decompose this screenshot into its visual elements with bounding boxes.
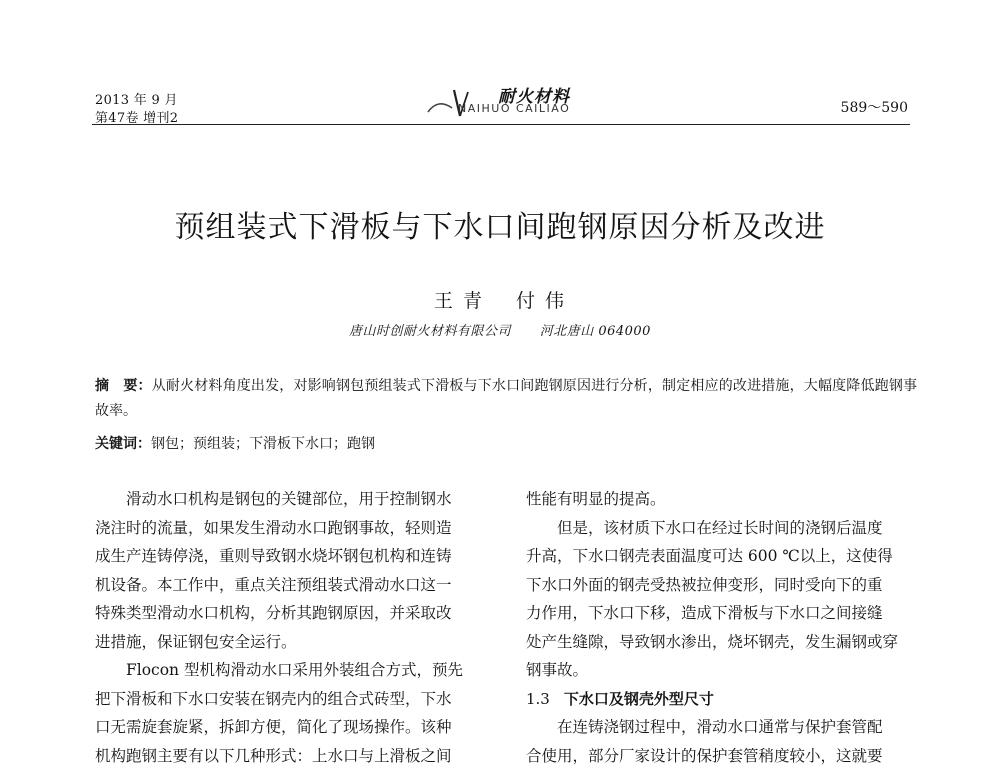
keywords-label: 关键词：	[95, 436, 151, 452]
text-line: 机设备。本工作中，重点关注预组装式滑动水口这一	[95, 571, 495, 600]
keywords	[95, 432, 917, 457]
paper-title: 预组装式下滑板与下水口间跑钢原因分析及改进	[0, 202, 1000, 246]
text-line: 合使用，部分厂家设计的保护套管稍度较小，这就要	[526, 742, 924, 770]
text-line: 成生产连铸停浇，重则导致钢水烧坏钢包机构和连铸	[95, 542, 495, 571]
journal-name-cn: 耐火材料	[498, 82, 570, 107]
text-line: 但是，该材质下水口在经过长时间的浇钢后温度	[526, 514, 924, 543]
section-title: 下水口及钢壳外型尺寸	[564, 690, 714, 708]
text-line: 滑动水口机构是钢包的关键部位，用于控制钢水	[95, 485, 495, 514]
issue-volume: 第47卷 增刊2	[95, 110, 178, 128]
abstract	[95, 374, 917, 424]
abstract-label: 摘 要：	[95, 378, 152, 394]
author-list	[0, 286, 1000, 313]
text-line: 性能有明显的提高。	[526, 485, 924, 514]
abstract-text: 从耐火材料角度出发，对影响钢包预组装式下滑板与下水口间跑钢原因进行分析，制定相应的改进措施，大幅度降低跑钢事故率。	[95, 378, 917, 419]
text-line: 钢事故。	[526, 656, 924, 685]
section-number: 1.3	[526, 690, 550, 708]
text-line: 机构跑钢主要有以下几种形式：上水口与上滑板之间	[95, 742, 495, 770]
section-heading	[526, 685, 924, 714]
text-line: 把下滑板和下水口安装在钢壳内的组合式砖型，下水	[95, 685, 495, 714]
text-line: 口无需旋套旋紧，拆卸方便，简化了现场操作。该种	[95, 713, 495, 742]
author-name: 付 伟	[516, 290, 566, 312]
affiliation-location: 河北唐山 064000	[540, 324, 651, 339]
journal-logo	[418, 80, 618, 120]
keywords-text: 钢包；预组装；下滑板下水口；跑钢	[151, 436, 375, 452]
affiliation-org: 唐山时创耐火材料有限公司	[349, 324, 511, 339]
text-line: 进措施，保证钢包安全运行。	[95, 628, 495, 657]
text-line: 处产生缝隙，导致钢水渗出，烧坏钢壳，发生漏钢或穿	[526, 628, 924, 657]
text-line: Flocon 型机构滑动水口采用外装组合方式，预先	[95, 656, 495, 685]
running-header-issue	[95, 92, 178, 128]
issue-date: 2013 年 9 月	[95, 92, 178, 110]
text-line: 在连铸浇钢过程中，滑动水口通常与保护套管配	[526, 713, 924, 742]
text-line: 升高，下水口钢壳表面温度可达 600 ℃以上，这使得	[526, 542, 924, 571]
text-line: 下水口外面的钢壳受热被拉伸变形，同时受向下的重	[526, 571, 924, 600]
page-range: 589～590	[841, 97, 908, 117]
body-column-right	[526, 485, 924, 770]
text-line: 浇注时的流量，如果发生滑动水口跑钢事故，轻则造	[95, 514, 495, 543]
author-name: 王 青	[434, 290, 484, 312]
affiliation	[0, 320, 1000, 339]
text-line: 力作用，下水口下移，造成下滑板与下水口之间接缝	[526, 599, 924, 628]
header-rule	[92, 124, 910, 125]
journal-name-pinyin: NAIHUO CAILIAO	[458, 102, 570, 115]
body-column-left	[95, 485, 495, 770]
text-line: 特殊类型滑动水口机构，分析其跑钢原因，并采取改	[95, 599, 495, 628]
